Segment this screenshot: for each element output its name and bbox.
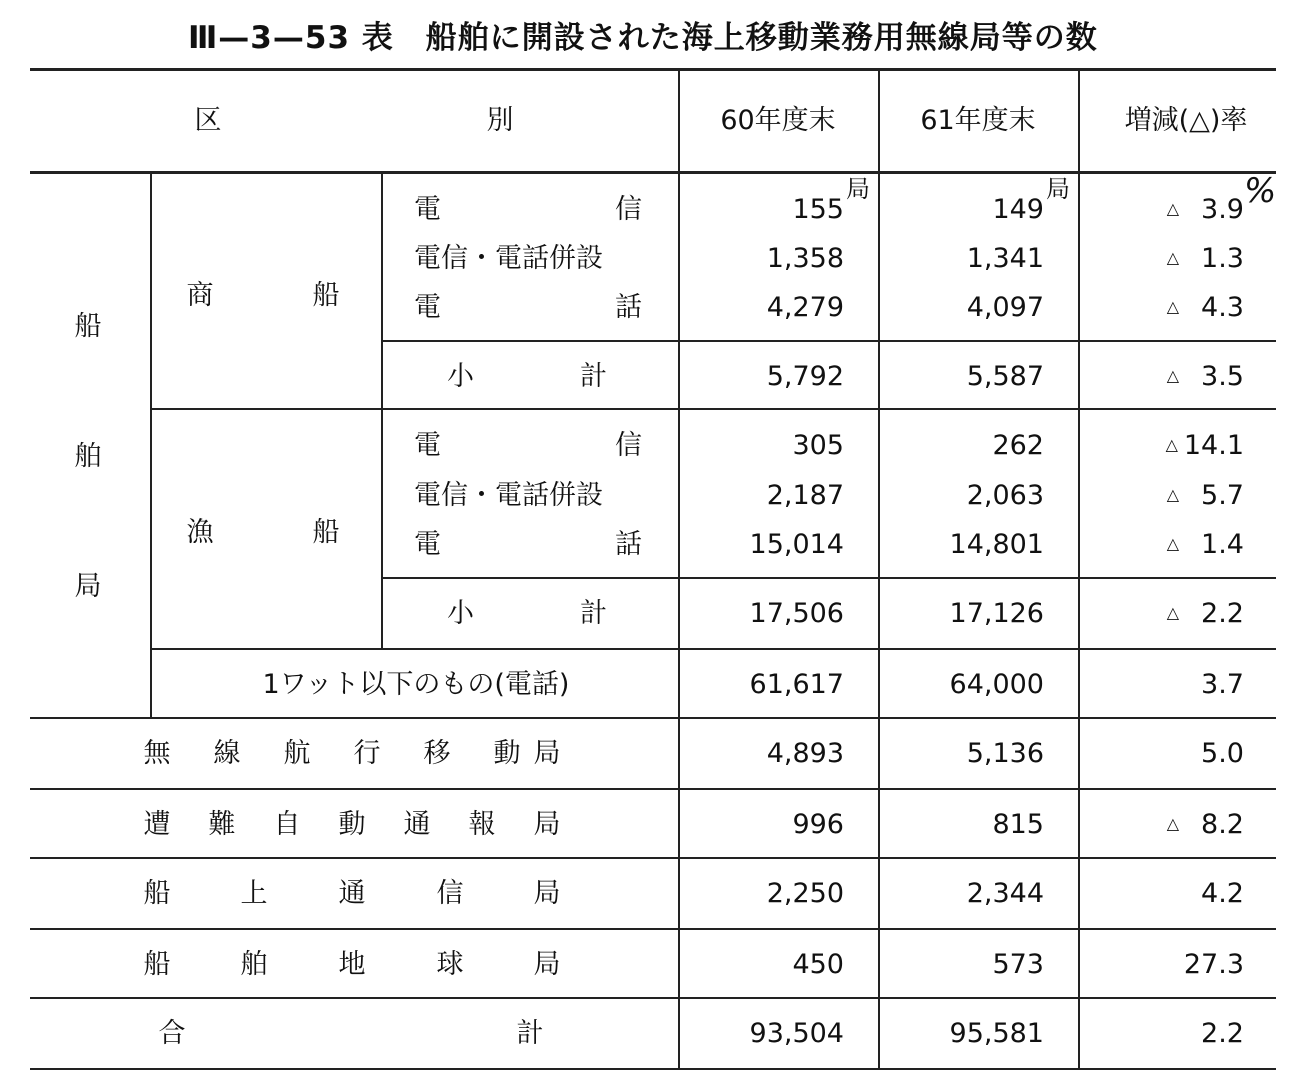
row-earth-v61: 573 [992, 949, 1044, 980]
fishing-row3-rate [1167, 531, 1244, 558]
row-distress-char: 難 [208, 809, 236, 840]
fishing-row2-rate [1167, 482, 1244, 509]
watt-rate: 3.7 [1201, 669, 1244, 700]
header-ku: 区 [194, 105, 222, 136]
decrease-triangle-icon: △ [1166, 603, 1180, 622]
fishing-subtotal-label-b: 計 [580, 598, 607, 629]
row-distress-char: 遭 [143, 809, 171, 840]
rule-merchant-fishing [150, 408, 1276, 410]
total-v61: 95,581 [949, 1018, 1044, 1049]
merchant-subtotal-v61: 5,587 [966, 361, 1044, 392]
ship-station-char-3: 局 [74, 571, 102, 602]
rule-after-ship [30, 717, 1276, 719]
decrease-triangle-icon: △ [1166, 534, 1180, 553]
merchant-row1-v60: 155 [792, 194, 844, 225]
row-distress-char: 動 [338, 809, 366, 840]
fishing-row2-v61: 2,063 [966, 480, 1044, 511]
merchant-subtotal-rate [1167, 363, 1244, 390]
row-radionav-char: 無 [143, 738, 171, 769]
total-label-a: 合 [158, 1018, 186, 1049]
row-radionav-char: 航 [283, 738, 311, 769]
fishing-row3-v61: 14,801 [949, 529, 1044, 560]
row-earth-char: 船 [143, 949, 171, 980]
row-distress-char: 通 [403, 809, 431, 840]
fishing-label-a: 漁 [186, 517, 214, 548]
row-distress-char: 報 [468, 809, 496, 840]
fishing-row2-v60: 2,187 [766, 480, 844, 511]
header-col-60: 60年度末 [720, 105, 836, 136]
merchant-row2-v61: 1,341 [966, 243, 1044, 274]
fishing-row3-label-a: 電 [414, 529, 441, 560]
merchant-subtotal-label-a: 小 [447, 361, 474, 392]
total-rate: 2.2 [1201, 1018, 1244, 1049]
fishing-subtotal-v60: 17,506 [749, 598, 844, 629]
row-distress-v61: 815 [992, 809, 1044, 840]
row-earth-char: 舶 [240, 949, 268, 980]
rule-bottom [30, 1068, 1276, 1070]
row-earth-char: 地 [338, 949, 366, 980]
merchant-row3-label-a: 電 [414, 292, 441, 323]
ship-station-char-1: 船 [74, 311, 102, 342]
merchant-row3-rate-value: 4.3 [1201, 292, 1244, 323]
ship-station-char-2: 舶 [74, 441, 102, 472]
merchant-row2-v60: 1,358 [766, 243, 844, 274]
decrease-triangle-icon: △ [1166, 366, 1180, 385]
row-radionav-char: 線 [213, 738, 241, 769]
merchant-row2-label: 電信・電話併設 [414, 243, 603, 274]
rule-merchant-sub [381, 340, 1276, 342]
row-onboard-char: 信 [436, 878, 464, 909]
merchant-row1-label-b: 信 [615, 194, 642, 225]
fishing-row2-label: 電信・電話併設 [414, 480, 603, 511]
row-earth-rate: 27.3 [1183, 949, 1244, 980]
row-distress-char: 自 [273, 809, 301, 840]
row-onboard-char: 船 [143, 878, 171, 909]
rule-after-row3 [30, 928, 1276, 930]
fishing-subtotal-label-a: 小 [447, 598, 474, 629]
row-radionav-char: 動 [493, 738, 521, 769]
fishing-row3-rate-value: 1.4 [1201, 529, 1244, 560]
row-onboard-v60: 2,250 [766, 878, 844, 909]
row-onboard-char: 通 [338, 878, 366, 909]
merchant-row1-rate-value: 3.9 [1201, 194, 1244, 225]
total-label-b: 計 [516, 1018, 544, 1049]
merchant-row1-v61: 149 [992, 194, 1044, 225]
row-onboard-char: 局 [533, 878, 561, 909]
row-radionav-v61: 5,136 [966, 738, 1044, 769]
row-earth-char: 局 [533, 949, 561, 980]
merchant-subtotal-label-b: 計 [580, 361, 607, 392]
header-col-61: 61年度末 [920, 105, 1036, 136]
row-distress-v60: 996 [792, 809, 844, 840]
row-radionav-v60: 4,893 [766, 738, 844, 769]
row-radionav-rate: 5.0 [1201, 738, 1244, 769]
decrease-triangle-icon: △ [1166, 485, 1180, 504]
unit-percent: % [1244, 171, 1277, 211]
vline-col60 [678, 68, 680, 1068]
merchant-row1-label-a: 電 [414, 194, 441, 225]
row-radionav-char: 移 [423, 738, 451, 769]
rule-header-bottom [30, 171, 1276, 174]
fishing-row1-rate [1166, 432, 1244, 459]
merchant-label-a: 商 [186, 280, 214, 311]
merchant-row2-rate-value: 1.3 [1201, 243, 1244, 274]
merchant-row1-rate [1167, 196, 1244, 223]
fishing-row1-label-a: 電 [414, 430, 441, 461]
row-distress-rate-value: 8.2 [1201, 809, 1244, 840]
fishing-row3-label-b: 話 [615, 529, 642, 560]
fishing-row2-rate-value: 5.7 [1201, 480, 1244, 511]
unit-station-61: 局 [1046, 175, 1070, 203]
vline-ship-group [150, 171, 152, 717]
total-v60: 93,504 [749, 1018, 844, 1049]
merchant-row3-v60: 4,279 [766, 292, 844, 323]
row-radionav-char: 行 [353, 738, 381, 769]
fishing-row1-rate-value: 14.1 [1183, 430, 1244, 461]
fishing-row3-v60: 15,014 [749, 529, 844, 560]
decrease-triangle-icon: △ [1165, 435, 1178, 454]
rule-fishing-watt [150, 648, 1276, 650]
row-distress-rate [1167, 811, 1244, 838]
decrease-triangle-icon: △ [1166, 199, 1180, 218]
decrease-triangle-icon: △ [1166, 814, 1180, 833]
rule-after-row4 [30, 997, 1276, 999]
vline-vessel-type [381, 171, 383, 648]
merchant-label-b: 船 [312, 280, 340, 311]
watt-v61: 64,000 [949, 669, 1044, 700]
row-radionav-char: 局 [533, 738, 561, 769]
decrease-triangle-icon: △ [1166, 248, 1180, 267]
row-distress-char: 局 [533, 809, 561, 840]
fishing-row1-v61: 262 [992, 430, 1044, 461]
merchant-subtotal-rate-value: 3.5 [1201, 361, 1244, 392]
row-onboard-char: 上 [240, 878, 268, 909]
vline-col61 [878, 68, 880, 1068]
rule-fishing-sub [381, 577, 1276, 579]
merchant-row3-rate [1167, 294, 1244, 321]
rule-after-row1 [30, 788, 1276, 790]
watt-v60: 61,617 [749, 669, 844, 700]
header-betsu: 別 [486, 105, 514, 136]
rule-after-row2 [30, 857, 1276, 859]
merchant-row3-label-b: 話 [615, 292, 642, 323]
row-onboard-v61: 2,344 [966, 878, 1044, 909]
fishing-row1-label-b: 信 [615, 430, 642, 461]
unit-station-60: 局 [846, 175, 870, 203]
vline-colrate [1078, 68, 1080, 1068]
fishing-subtotal-rate-value: 2.2 [1201, 598, 1244, 629]
row-onboard-rate: 4.2 [1201, 878, 1244, 909]
fishing-row1-v60: 305 [792, 430, 844, 461]
fishing-label-b: 船 [312, 517, 340, 548]
row-earth-v60: 450 [792, 949, 844, 980]
header-col-rate: 増減(△)率 [1124, 105, 1248, 136]
merchant-subtotal-v60: 5,792 [766, 361, 844, 392]
row-earth-char: 球 [436, 949, 464, 980]
merchant-row3-v61: 4,097 [966, 292, 1044, 323]
table-title: Ⅲ—3—53 表 船舶に開設された海上移動業務用無線局等の数 [188, 20, 1098, 56]
watt-label: 1ワット以下のもの(電話) [262, 669, 570, 700]
merchant-row2-rate [1167, 245, 1244, 272]
fishing-subtotal-rate [1167, 600, 1244, 627]
rule-top [30, 68, 1276, 71]
fishing-subtotal-v61: 17,126 [949, 598, 1044, 629]
decrease-triangle-icon: △ [1166, 297, 1180, 316]
